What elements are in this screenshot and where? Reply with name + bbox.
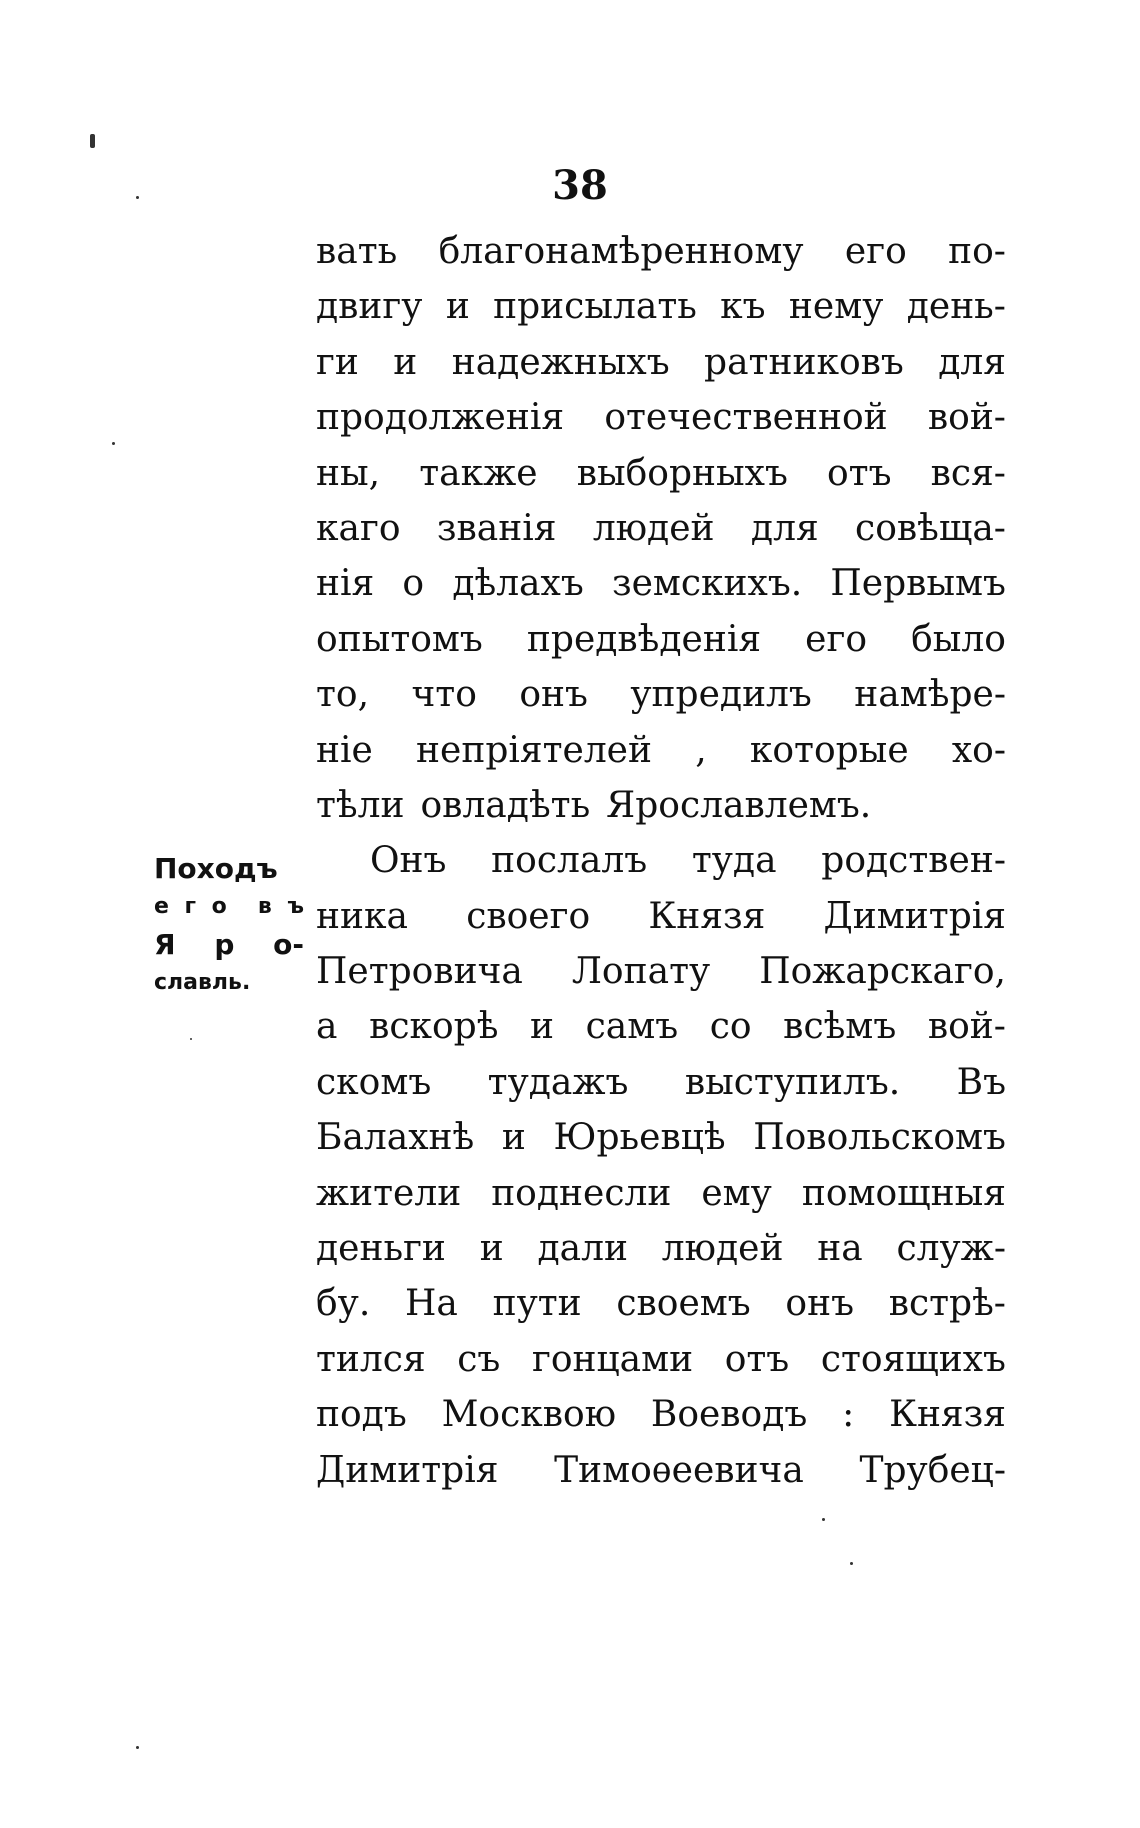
margin-note-letter: р — [214, 928, 235, 961]
word: гонцами — [531, 1338, 694, 1380]
word: туда — [691, 840, 777, 882]
text-line — [316, 1443, 1006, 1498]
word: самъ — [585, 1006, 679, 1048]
word: и — [393, 341, 418, 383]
margin-note-line — [154, 926, 304, 964]
text-line — [316, 501, 1006, 556]
main-text — [316, 224, 1006, 1498]
word: выборныхъ — [576, 452, 788, 494]
text-line — [316, 224, 1006, 279]
word: родствен- — [821, 840, 1006, 882]
word: его — [805, 618, 868, 660]
word: всѣмъ — [783, 1006, 897, 1048]
text-line — [316, 999, 1006, 1054]
word: также — [419, 452, 538, 494]
word: для — [750, 507, 819, 549]
word: было — [911, 618, 1006, 660]
word: о — [402, 563, 425, 605]
word: Первымъ — [830, 563, 1006, 605]
margin-note-line — [154, 888, 304, 926]
text-line — [316, 446, 1006, 501]
word: нему — [788, 286, 884, 328]
text-line — [316, 1332, 1006, 1387]
word: упредилъ — [630, 674, 812, 716]
word: ніе — [316, 729, 373, 771]
text-line — [316, 1221, 1006, 1276]
word: Петровича — [316, 951, 523, 993]
word: Въ — [956, 1061, 1006, 1103]
word: вой- — [927, 397, 1006, 439]
margin-note-letter: Я — [154, 928, 176, 961]
margin-note-letter: в — [257, 894, 272, 919]
word: на — [817, 1228, 863, 1270]
word: : — [842, 1394, 855, 1436]
text-line — [316, 667, 1006, 722]
page-number: 38 — [552, 162, 608, 209]
text-line — [316, 390, 1006, 445]
text-line — [316, 556, 1006, 611]
word: отечественной — [604, 397, 888, 439]
word: Онъ — [370, 840, 447, 882]
word: со — [709, 1006, 752, 1048]
scan-speck — [822, 1518, 825, 1521]
word: ратниковъ — [704, 341, 904, 383]
margin-note-line: Походъ — [154, 852, 278, 885]
word: съ — [457, 1338, 501, 1380]
word: Повольскомъ — [753, 1117, 1006, 1159]
text-line — [316, 335, 1006, 390]
word: Москвою — [441, 1394, 617, 1436]
word: по- — [948, 231, 1006, 272]
word: Димитрія — [316, 1449, 499, 1491]
word: совѣща- — [855, 507, 1006, 549]
word: Ярославлемъ. — [606, 784, 872, 826]
scan-speck — [136, 196, 139, 199]
word: онъ — [519, 674, 588, 716]
word: овладѣть — [420, 784, 591, 826]
text-line — [316, 778, 1006, 833]
word: подъ — [316, 1394, 407, 1436]
word: день- — [906, 286, 1006, 328]
word: Трубец- — [859, 1449, 1006, 1491]
word: ги — [316, 341, 359, 383]
word: тился — [316, 1338, 426, 1380]
text-line — [316, 1387, 1006, 1442]
word: Князя — [889, 1394, 1006, 1436]
word: Балахнѣ — [316, 1117, 475, 1159]
word: ны, — [316, 452, 381, 494]
text-line — [316, 279, 1006, 334]
word: На — [405, 1283, 458, 1325]
word: тудажъ — [487, 1061, 629, 1103]
word: и — [445, 286, 470, 328]
word: вся- — [930, 452, 1006, 494]
word: благонамѣренному — [438, 231, 804, 272]
word: земскихъ. — [611, 563, 803, 605]
text-line — [316, 1276, 1006, 1331]
text-line — [316, 944, 1006, 999]
word: Пожарскаго, — [759, 951, 1006, 993]
word: Лопату — [571, 951, 711, 993]
word: людей — [592, 507, 715, 549]
word: стоящихъ — [820, 1338, 1006, 1380]
word: а — [316, 1006, 338, 1048]
scan-speck — [90, 134, 95, 148]
word: которые — [749, 729, 909, 771]
word: продолженія — [316, 397, 565, 439]
word: и — [501, 1117, 526, 1159]
word: вать — [316, 231, 398, 272]
scan-speck — [136, 1746, 139, 1749]
word: то, — [316, 674, 370, 716]
word: Воеводъ — [650, 1394, 808, 1436]
word: предвѣденія — [526, 618, 762, 660]
margin-note — [154, 850, 304, 1002]
margin-note-letter: о- — [273, 928, 304, 961]
word: двигу — [316, 286, 423, 328]
word: поднесли — [491, 1172, 672, 1214]
word: присылать — [493, 286, 697, 328]
word: отъ — [827, 452, 892, 494]
word: и — [530, 1006, 555, 1048]
word: намѣре- — [854, 674, 1006, 716]
word: дали — [537, 1228, 628, 1270]
word: его — [844, 231, 907, 272]
text-line — [316, 889, 1006, 944]
word: и — [479, 1228, 504, 1270]
word: хо- — [951, 729, 1006, 771]
margin-note-letter: о — [211, 894, 227, 919]
margin-note-letter: е — [154, 894, 169, 919]
word: выступилъ. — [684, 1061, 901, 1103]
word: помощныя — [801, 1172, 1006, 1214]
word: для — [938, 341, 1006, 383]
margin-note-line: славль. — [154, 970, 251, 995]
scan-speck — [190, 1038, 192, 1040]
word: вой- — [927, 1006, 1006, 1048]
word: скомъ — [316, 1061, 432, 1103]
word: послалъ — [491, 840, 648, 882]
word: Князя — [648, 895, 766, 937]
word: пути — [492, 1283, 582, 1325]
word: своемъ — [616, 1283, 751, 1325]
word: ему — [701, 1172, 772, 1214]
text-line — [316, 612, 1006, 667]
word: жители — [316, 1172, 462, 1214]
margin-note-letter: г — [184, 894, 197, 919]
word: каго — [316, 507, 401, 549]
scan-speck — [850, 1562, 853, 1565]
word: Тимоѳеевича — [554, 1449, 804, 1491]
margin-note-letter: ъ — [287, 894, 304, 919]
word: встрѣ- — [888, 1283, 1006, 1325]
text-line — [316, 1110, 1006, 1165]
word: званія — [436, 507, 557, 549]
word: надежныхъ — [451, 341, 670, 383]
word: дѣлахъ — [452, 563, 584, 605]
word: людей — [661, 1228, 784, 1270]
word: Димитрія — [823, 895, 1006, 937]
word: къ — [720, 286, 766, 328]
word: онъ — [785, 1283, 854, 1325]
word: служ- — [896, 1228, 1006, 1270]
word: нія — [316, 563, 375, 605]
word: своего — [466, 895, 591, 937]
word: что — [411, 674, 477, 716]
word: опытомъ — [316, 618, 483, 660]
word: деньги — [316, 1228, 446, 1270]
text-line — [316, 1055, 1006, 1110]
word: бу. — [316, 1283, 371, 1325]
scan-speck — [112, 442, 115, 445]
text-line — [316, 1166, 1006, 1221]
text-line — [316, 723, 1006, 778]
word: отъ — [724, 1338, 790, 1380]
word: ника — [316, 895, 408, 937]
text-line — [316, 833, 1006, 888]
word: непріятелей — [416, 729, 652, 771]
word: вскорѣ — [369, 1006, 499, 1048]
word: Юрьевцѣ — [553, 1117, 726, 1159]
word: тѣли — [316, 784, 405, 826]
word: , — [695, 729, 707, 771]
